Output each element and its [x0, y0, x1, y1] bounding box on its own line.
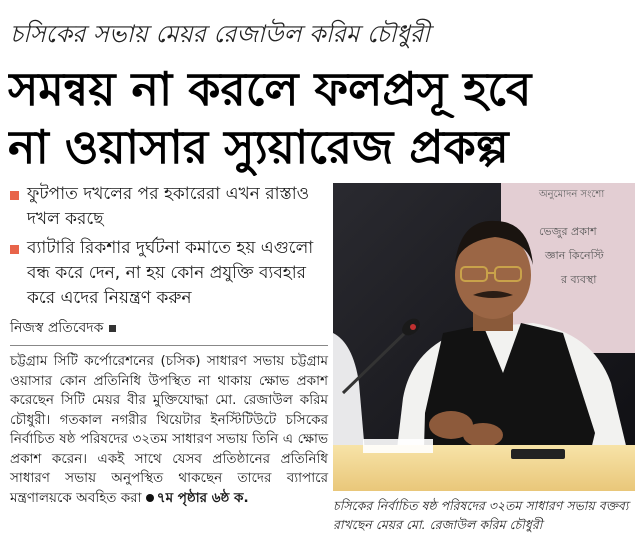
highlight-bullet-2	[10, 236, 328, 311]
highlight-bullet-1	[10, 182, 328, 232]
hand-right	[463, 423, 503, 447]
square-bullet-icon	[10, 191, 19, 200]
highlight-text-1: ফুটপাত দখলের পর হকারেরা এখন রাস্তাও দখল করছে	[27, 184, 310, 229]
kicker-line: চসিকের সভায় মেয়র রেজাউল করিম চৌধুরী	[10, 20, 430, 48]
byline	[10, 319, 328, 337]
bullet-dot-icon	[146, 494, 154, 502]
headline-line-2: না ওয়াসার স্যুয়ারেজ প্রকল্প	[8, 120, 509, 174]
screen-text-1: অনুমোদন সংশো	[539, 189, 605, 200]
speaker-face	[455, 221, 533, 319]
square-bullet-icon	[10, 245, 19, 254]
continuation-text: ৭ম পৃষ্ঠার ৬ষ্ঠ ক.	[156, 489, 249, 506]
photo-caption: চসিকের নির্বাচিত ষষ্ঠ পরিষদের ৩২তম সাধারণ সভায় বক্তব্য রাখছেন মেয়র মো. রেজাউল করিম চৌধুরী	[333, 498, 629, 532]
screen-text-4: র ব্যবস্থা	[561, 273, 597, 286]
article-body	[10, 352, 328, 508]
square-marker-icon	[109, 325, 116, 332]
byline-text: নিজস্ব প্রতিবেদক	[10, 320, 104, 336]
photo-illustration	[333, 183, 635, 491]
phone	[511, 449, 565, 459]
article-body-text: চট্টগ্রাম সিটি কর্পোরেশনের (চসিক) সাধারণ সভায় চট্টগ্রাম ওয়াসার কোন প্রতিনিধি উপস্থিত না থাকায় ক্ষোভ প্রকাশ করেছেন সিটি মেয়র বীর মুক্তিযোদ্ধা মো. রেজাউল করিম চৌধুরী। গতকাল নগরীর থিয়েটার ইনস্টিটিউটে চসিকের নির্বাচিত ষষ্ঠ পরিষদের ৩২তম সাধারণ সভায় তিনি এ ক্ষোভ প্রকাশ করেন। একই সাথে যেসব প্রতিষ্ঠানের প্রতিনিধি সাধারণ সভায় অনুপস্থিত থাকছেন তাদের ব্যাপারে মন্ত্রণালয়কে অবহিত করা	[10, 353, 328, 506]
screen-text-3: জ্ঞান কিনেস্টি	[545, 249, 604, 262]
headline	[8, 60, 636, 176]
article-column	[10, 182, 328, 508]
screen-text-2: ভেজুর প্রকাশ	[539, 225, 597, 238]
highlight-text-2: ব্যাটারি রিকশার দুর্ঘটনা কমাতে হয় এগুলো বন্ধ করে দেন, না হয় কোন প্রযুক্তি ব্যবহার করে এদের নিয়ন্ত্রণ করুন	[27, 238, 314, 308]
divider	[10, 345, 328, 346]
news-photo	[333, 183, 635, 491]
headline-line-1: সমন্বয় না করলে ফলপ্রসূ হবে	[8, 62, 532, 116]
continuation-note[interactable]	[146, 490, 249, 506]
papers	[363, 439, 433, 453]
